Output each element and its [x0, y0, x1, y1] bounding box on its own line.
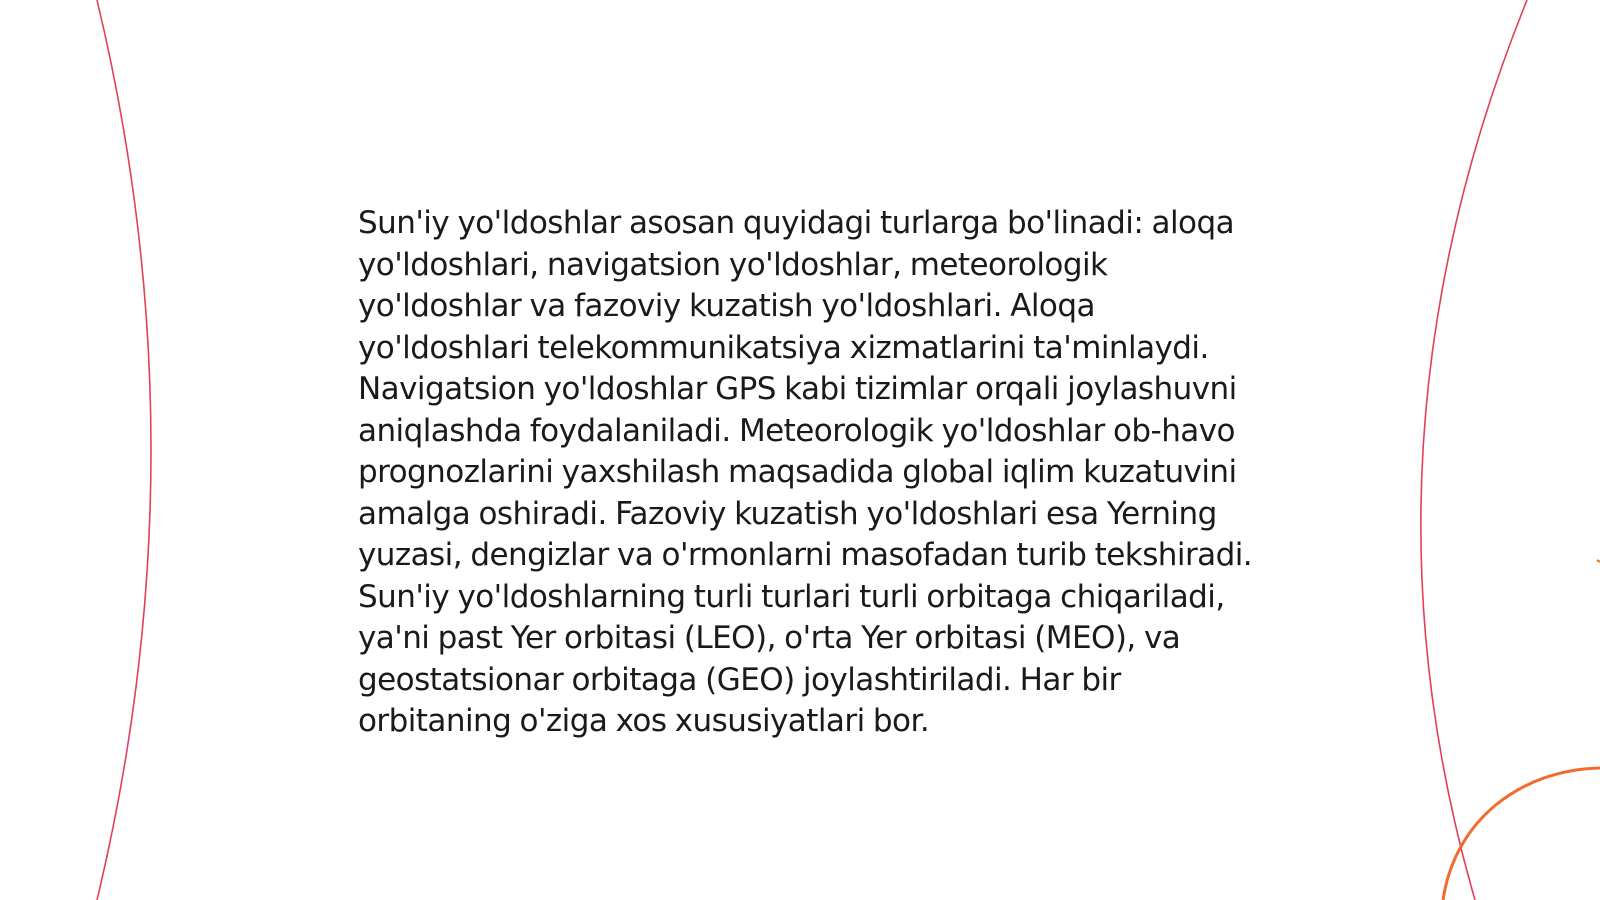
body-paragraph: Sun'iy yo'ldoshlar asosan quyidagi turlarga bo'linadi: aloqa yo'ldoshlari, navigatsion yo'ldoshlar, meteorologik yo'ldoshlar va fazoviy kuzatish yo'ldoshlari. Aloqa yo'ldoshlari telekommunikatsiya xizmatlarini ta'minlaydi. Navigatsion yo'ldoshlar GPS kabi tizimlar orqali joylashuvni aniqlashda foydalaniladi. Meteorologik yo'ldoshlar ob-havo prognozlarini yaxshilash maqsadida global iqlim kuzatuvini amalga oshiradi. Fazoviy kuzatish yo'ldoshlari esa Yerning yuzasi, dengizlar va o'rmonlarni masofadan turib tekshiradi. Sun'iy yo'ldoshlarning turli turlari turli orbitaga chiqariladi, ya'ni past Yer orbitasi (LEO), o'rta Yer orbitasi (MEO), va geostatsionar orbitaga (GEO) joylashtiriladi. Har bir orbitaning o'ziga xos xususiyatlari bor. [358, 205, 1253, 739]
right-curve-line [1421, 0, 1527, 900]
accent-arc [1443, 768, 1600, 900]
left-curve-line [97, 0, 151, 900]
